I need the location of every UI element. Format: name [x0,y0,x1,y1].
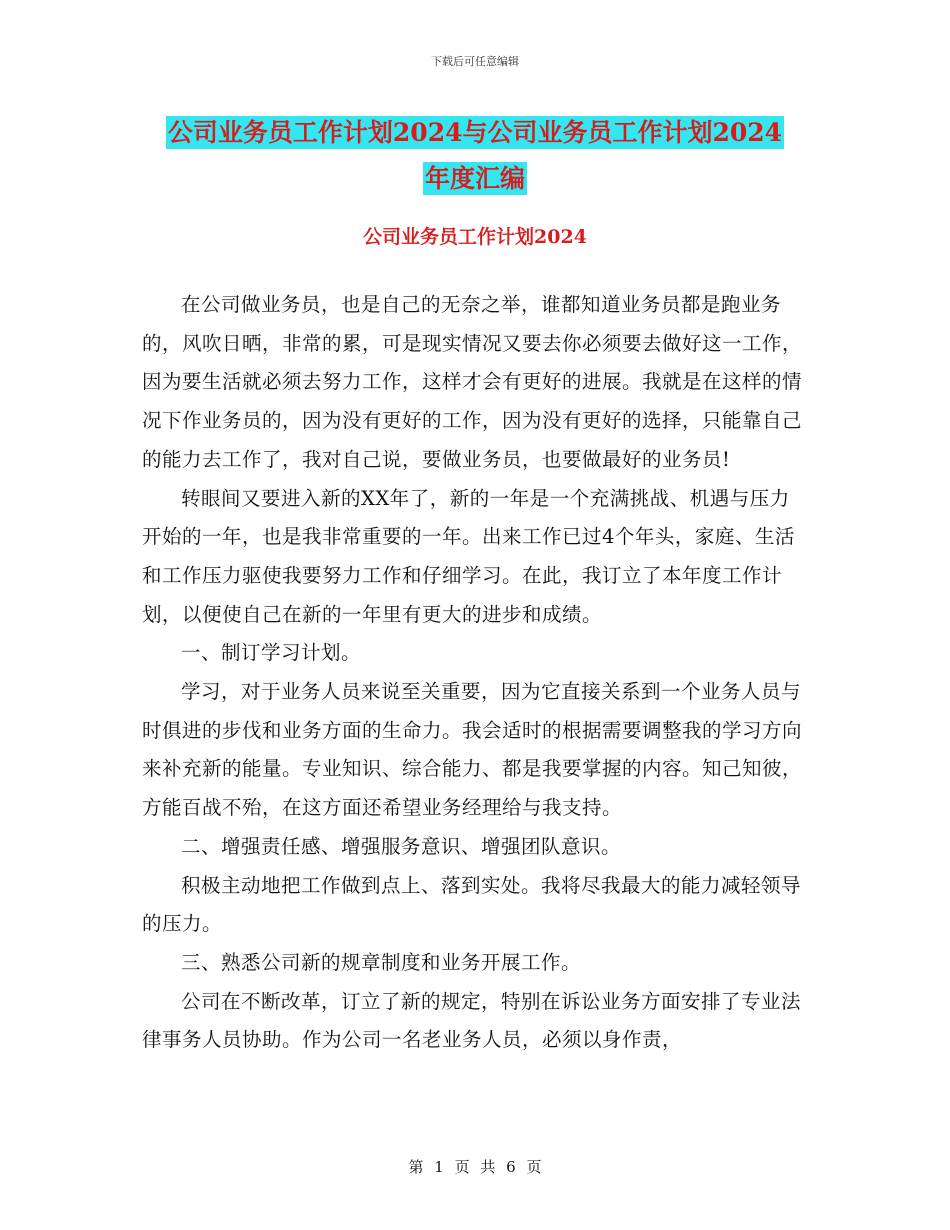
paragraph: 在公司做业务员，也是自己的无奈之举，谁都知道业务员都是跑业务的，风吹日晒，非常的累，可是现实情况又要去你必须要去做好这一工作，因为要生活就必须去努力工作，这样才会有更好的进展。我就是在这样的情况下作业务员的，因为没有更好的工作，因为没有更好的选择，只能靠自己的能力去工作了，我对自己说，要做业务员，也要做最好的业务员! [142,293,803,471]
document-body [142,286,806,1060]
page-footer: 第 1 页 共 6 页 [408,1158,542,1176]
title-line-2: 年度汇编 [424,164,525,193]
paragraph: 转眼间又要进入新的XX年了，新的一年是一个充满挑战、机遇与压力开始的一年，也是我非常重要的一年。出来工作已过4个年头，家庭、生活和工作压力驱使我要努力工作和仔细学习。在此，我订立了本年度工作计划，以便使自己在新的一年里有更大的进步和成绩。 [142,486,795,626]
section-heading: 一、制订学习计划。 [181,641,362,665]
header-note: 下载后可任意编辑 [431,55,519,68]
section-title: 公司业务员工作计划2024 [363,226,587,248]
title-line-1: 公司业务员工作计划2024与公司业务员工作计划2024 [167,118,783,147]
paragraph: 公司在不断改革，订立了新的规定，特别在诉讼业务方面安排了专业法律事务人员协助。作为公司一名老业务人员，必须以身作责， [142,989,802,1052]
section-heading: 三、熟悉公司新的规章制度和业务开展工作。 [181,950,582,974]
document-title [0,110,950,202]
paragraph: 学习，对于业务人员来说至关重要，因为它直接关系到一个业务人员与时俱进的步伐和业务方面的生命力。我会适时的根据需要调整我的学习方向来补充新的能量。专业知识、综合能力、都是我要掌握的内容。知己知彼，方能百战不殆，在这方面还希望业务经理给与我支持。 [142,680,803,820]
paragraph: 积极主动地把工作做到点上、落到实处。我将尽我最大的能力减轻领导的压力。 [142,873,802,936]
section-heading: 二、增强责任感、增强服务意识、增强团队意识。 [181,834,622,858]
